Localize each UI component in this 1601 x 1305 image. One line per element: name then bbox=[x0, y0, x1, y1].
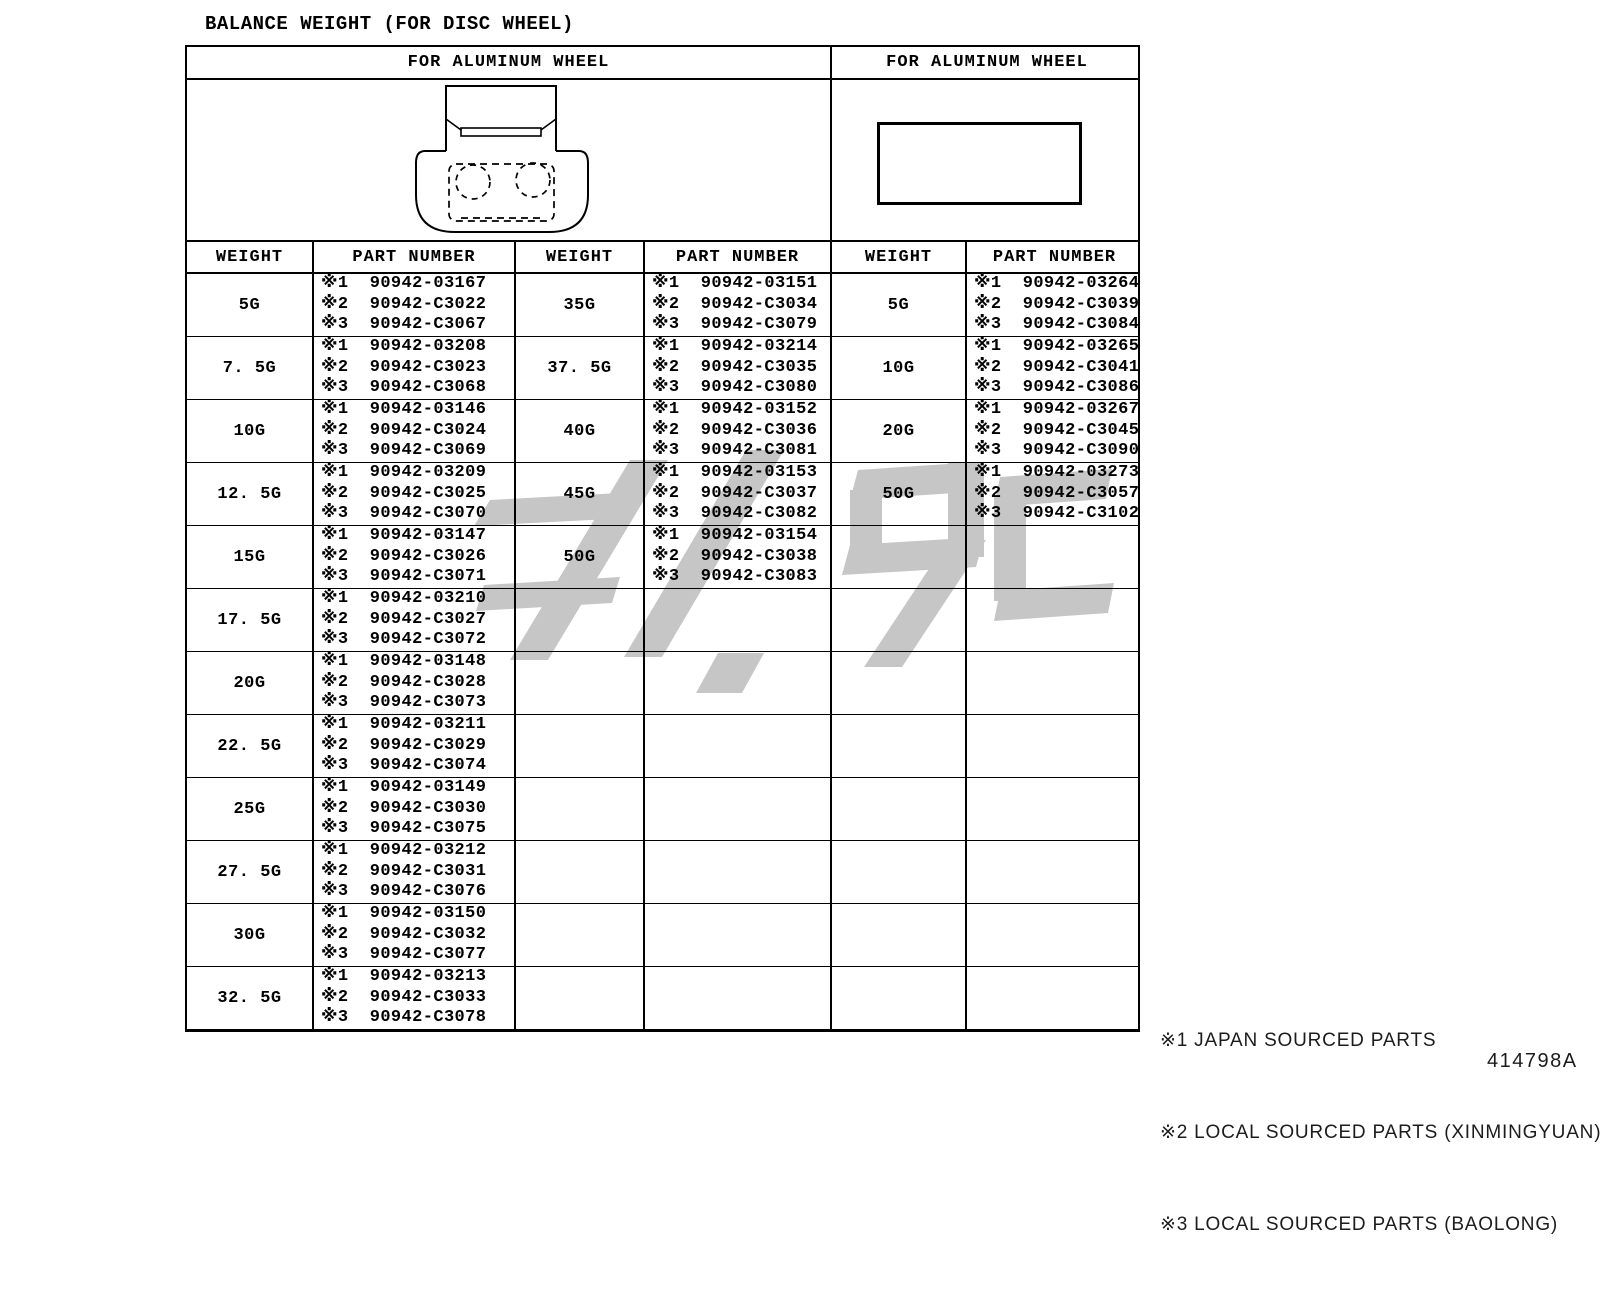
part-number: ※1 90942-03167 bbox=[321, 274, 487, 294]
part-number: ※1 90942-03213 bbox=[321, 967, 487, 987]
part-number-cell bbox=[967, 526, 1142, 588]
adhesive-weight-diagram-cell bbox=[832, 80, 1142, 240]
part-number: ※2 90942-C3039 bbox=[974, 294, 1140, 314]
part-number: ※1 90942-03210 bbox=[321, 589, 487, 609]
weight-cell: 50G bbox=[516, 526, 645, 588]
part-number-cell bbox=[967, 652, 1142, 714]
part-number-cell bbox=[314, 400, 516, 462]
table-row bbox=[187, 652, 1138, 715]
part-number: ※3 90942-C3073 bbox=[321, 693, 487, 713]
weight-cell: 22. 5G bbox=[187, 715, 314, 777]
weight-cell bbox=[832, 967, 967, 1029]
section-header-left-label: FOR ALUMINUM WHEEL bbox=[407, 53, 610, 72]
part-number: ※3 90942-C3080 bbox=[652, 378, 818, 398]
column-header-part-number-3: PART NUMBER bbox=[992, 247, 1117, 267]
footnote-line: ※3 LOCAL SOURCED PARTS (BAOLONG) bbox=[1160, 1214, 1559, 1235]
section-header-row bbox=[187, 47, 1138, 80]
column-header-weight-3: WEIGHT bbox=[832, 242, 967, 272]
part-number-cell bbox=[645, 841, 832, 903]
part-number-cell bbox=[645, 778, 832, 840]
part-number-cell bbox=[645, 715, 832, 777]
table-row bbox=[187, 967, 1138, 1030]
weight-cell bbox=[516, 841, 645, 903]
part-number-cell bbox=[314, 463, 516, 525]
footnotes bbox=[1160, 960, 1601, 1305]
part-number: ※1 90942-03149 bbox=[321, 778, 487, 798]
part-number: ※3 90942-C3102 bbox=[974, 504, 1140, 524]
part-number: ※3 90942-C3075 bbox=[321, 819, 487, 839]
part-number: ※1 90942-03147 bbox=[321, 526, 487, 546]
part-number: ※3 90942-C3079 bbox=[652, 315, 818, 335]
part-number-cell bbox=[314, 967, 516, 1029]
part-number: ※2 90942-C3029 bbox=[321, 735, 487, 755]
table-row bbox=[187, 589, 1138, 652]
part-number: ※2 90942-C3031 bbox=[321, 861, 487, 881]
part-number: ※2 90942-C3028 bbox=[321, 672, 487, 692]
part-number-cell bbox=[314, 778, 516, 840]
part-number: ※3 90942-C3074 bbox=[321, 756, 487, 776]
part-number-cell bbox=[967, 967, 1142, 1029]
weight-cell bbox=[832, 778, 967, 840]
part-number: ※3 90942-C3068 bbox=[321, 378, 487, 398]
column-header-part-number-1: PART NUMBER bbox=[314, 242, 516, 272]
part-number: ※1 90942-03150 bbox=[321, 904, 487, 924]
adhesive-weight-diagram bbox=[877, 122, 1082, 205]
table-row bbox=[187, 274, 1138, 337]
weight-cell: 10G bbox=[187, 400, 314, 462]
section-header-right bbox=[832, 47, 1142, 78]
part-number-cell bbox=[645, 589, 832, 651]
footnote-line: ※2 LOCAL SOURCED PARTS (XINMINGYUAN) bbox=[1160, 1122, 1601, 1143]
clip-on-weight-diagram-cell bbox=[187, 80, 832, 240]
column-header-weight-1: WEIGHT bbox=[187, 242, 314, 272]
weight-cell bbox=[516, 652, 645, 714]
page-title: BALANCE WEIGHT (FOR DISC WHEEL) bbox=[205, 13, 574, 35]
weight-cell: 40G bbox=[516, 400, 645, 462]
weight-cell: 7. 5G bbox=[187, 337, 314, 399]
weight-cell: 20G bbox=[187, 652, 314, 714]
part-number: ※2 90942-C3022 bbox=[321, 294, 487, 314]
weight-cell bbox=[832, 589, 967, 651]
part-number-cell bbox=[314, 526, 516, 588]
part-number: ※3 90942-C3072 bbox=[321, 630, 487, 650]
weight-cell: 35G bbox=[516, 274, 645, 336]
part-number-cell bbox=[645, 463, 832, 525]
part-number-cell bbox=[314, 904, 516, 966]
part-number: ※1 90942-03208 bbox=[321, 337, 487, 357]
part-number: ※2 90942-C3033 bbox=[321, 987, 487, 1007]
part-number: ※3 90942-C3077 bbox=[321, 945, 487, 965]
part-number: ※1 90942-03148 bbox=[321, 652, 487, 672]
part-number: ※3 90942-C3078 bbox=[321, 1008, 487, 1028]
part-number-cell bbox=[645, 904, 832, 966]
part-number: ※1 90942-03273 bbox=[974, 463, 1140, 483]
weight-cell bbox=[832, 841, 967, 903]
section-header-right-label: FOR ALUMINUM WHEEL bbox=[886, 53, 1088, 72]
weight-cell bbox=[832, 715, 967, 777]
part-number: ※3 90942-C3083 bbox=[652, 567, 818, 587]
weight-cell bbox=[516, 589, 645, 651]
weight-cell: 50G bbox=[832, 463, 967, 525]
column-header-row bbox=[187, 242, 1138, 274]
part-number: ※2 90942-C3041 bbox=[974, 357, 1140, 377]
weight-cell: 5G bbox=[187, 274, 314, 336]
part-number: ※3 90942-C3067 bbox=[321, 315, 487, 335]
part-number: ※3 90942-C3069 bbox=[321, 441, 487, 461]
part-number: ※3 90942-C3076 bbox=[321, 882, 487, 902]
part-number: ※3 90942-C3090 bbox=[974, 441, 1140, 461]
part-number-cell bbox=[314, 652, 516, 714]
part-number-cell bbox=[967, 337, 1142, 399]
table-row bbox=[187, 715, 1138, 778]
part-number-cell bbox=[967, 463, 1142, 525]
part-number-cell bbox=[645, 526, 832, 588]
part-number: ※2 90942-C3037 bbox=[652, 483, 818, 503]
part-number: ※2 90942-C3038 bbox=[652, 546, 818, 566]
part-number-cell bbox=[967, 589, 1142, 651]
part-number: ※1 90942-03211 bbox=[321, 715, 487, 735]
part-number: ※2 90942-C3057 bbox=[974, 483, 1140, 503]
weight-cell: 25G bbox=[187, 778, 314, 840]
balance-weight-table bbox=[185, 45, 1140, 1032]
part-number-cell bbox=[967, 274, 1142, 336]
part-number: ※2 90942-C3030 bbox=[321, 798, 487, 818]
part-number-cell bbox=[645, 400, 832, 462]
part-number-cell bbox=[314, 274, 516, 336]
part-number: ※1 90942-03152 bbox=[652, 400, 818, 420]
weight-cell: 45G bbox=[516, 463, 645, 525]
part-number: ※1 90942-03264 bbox=[974, 274, 1140, 294]
part-number: ※1 90942-03154 bbox=[652, 526, 818, 546]
part-number: ※2 90942-C3032 bbox=[321, 924, 487, 944]
part-number-cell bbox=[967, 841, 1142, 903]
weight-cell bbox=[516, 967, 645, 1029]
part-number-cell bbox=[314, 589, 516, 651]
part-number: ※1 90942-03153 bbox=[652, 463, 818, 483]
part-number-cell bbox=[645, 652, 832, 714]
part-number-cell bbox=[967, 715, 1142, 777]
part-number: ※3 90942-C3081 bbox=[652, 441, 818, 461]
part-number-cell bbox=[645, 967, 832, 1029]
part-number-cell bbox=[967, 400, 1142, 462]
weight-cell bbox=[516, 778, 645, 840]
part-number-cell bbox=[967, 904, 1142, 966]
column-header-part-number-2: PART NUMBER bbox=[645, 242, 832, 272]
part-number: ※1 90942-03209 bbox=[321, 463, 487, 483]
table-row bbox=[187, 778, 1138, 841]
weight-cell: 30G bbox=[187, 904, 314, 966]
part-number-cell bbox=[645, 337, 832, 399]
table-row bbox=[187, 841, 1138, 904]
document-number: 414798A bbox=[1487, 1050, 1578, 1072]
table-row bbox=[187, 904, 1138, 967]
table-row bbox=[187, 526, 1138, 589]
part-number: ※2 90942-C3045 bbox=[974, 420, 1140, 440]
weight-cell: 10G bbox=[832, 337, 967, 399]
part-number: ※1 90942-03146 bbox=[321, 400, 487, 420]
table-row bbox=[187, 463, 1138, 526]
part-number: ※2 90942-C3023 bbox=[321, 357, 487, 377]
weight-cell bbox=[832, 526, 967, 588]
part-number: ※2 90942-C3026 bbox=[321, 546, 487, 566]
weight-cell: 27. 5G bbox=[187, 841, 314, 903]
part-number-cell bbox=[967, 778, 1142, 840]
part-number: ※1 90942-03212 bbox=[321, 841, 487, 861]
weight-cell bbox=[516, 904, 645, 966]
part-number: ※3 90942-C3084 bbox=[974, 315, 1140, 335]
section-header-left bbox=[187, 47, 832, 78]
weight-cell: 12. 5G bbox=[187, 463, 314, 525]
part-number: ※2 90942-C3036 bbox=[652, 420, 818, 440]
weight-cell: 37. 5G bbox=[516, 337, 645, 399]
part-number: ※1 90942-03151 bbox=[652, 274, 818, 294]
clip-on-weight-diagram bbox=[413, 85, 591, 235]
part-number: ※1 90942-03267 bbox=[974, 400, 1140, 420]
part-number: ※3 90942-C3082 bbox=[652, 504, 818, 524]
part-number-cell bbox=[314, 841, 516, 903]
weight-cell bbox=[832, 652, 967, 714]
part-number: ※3 90942-C3070 bbox=[321, 504, 487, 524]
weight-cell: 32. 5G bbox=[187, 967, 314, 1029]
part-number-cell bbox=[314, 715, 516, 777]
part-number: ※2 90942-C3025 bbox=[321, 483, 487, 503]
footnote-line: ※1 JAPAN SOURCED PARTS bbox=[1160, 1030, 1437, 1051]
part-number: ※2 90942-C3035 bbox=[652, 357, 818, 377]
part-number: ※1 90942-03265 bbox=[974, 337, 1140, 357]
weight-cell bbox=[516, 715, 645, 777]
part-number: ※2 90942-C3024 bbox=[321, 420, 487, 440]
part-number: ※3 90942-C3071 bbox=[321, 567, 487, 587]
part-number: ※2 90942-C3034 bbox=[652, 294, 818, 314]
weight-cell: 5G bbox=[832, 274, 967, 336]
diagram-row bbox=[187, 80, 1138, 242]
weight-cell: 17. 5G bbox=[187, 589, 314, 651]
part-number: ※3 90942-C3086 bbox=[974, 378, 1140, 398]
table-row bbox=[187, 337, 1138, 400]
column-header-weight-2: WEIGHT bbox=[516, 242, 645, 272]
table-row bbox=[187, 400, 1138, 463]
weight-cell: 20G bbox=[832, 400, 967, 462]
part-number: ※1 90942-03214 bbox=[652, 337, 818, 357]
weight-cell bbox=[832, 904, 967, 966]
part-number-cell bbox=[645, 274, 832, 336]
part-number: ※2 90942-C3027 bbox=[321, 609, 487, 629]
weight-cell: 15G bbox=[187, 526, 314, 588]
part-number-cell bbox=[314, 337, 516, 399]
